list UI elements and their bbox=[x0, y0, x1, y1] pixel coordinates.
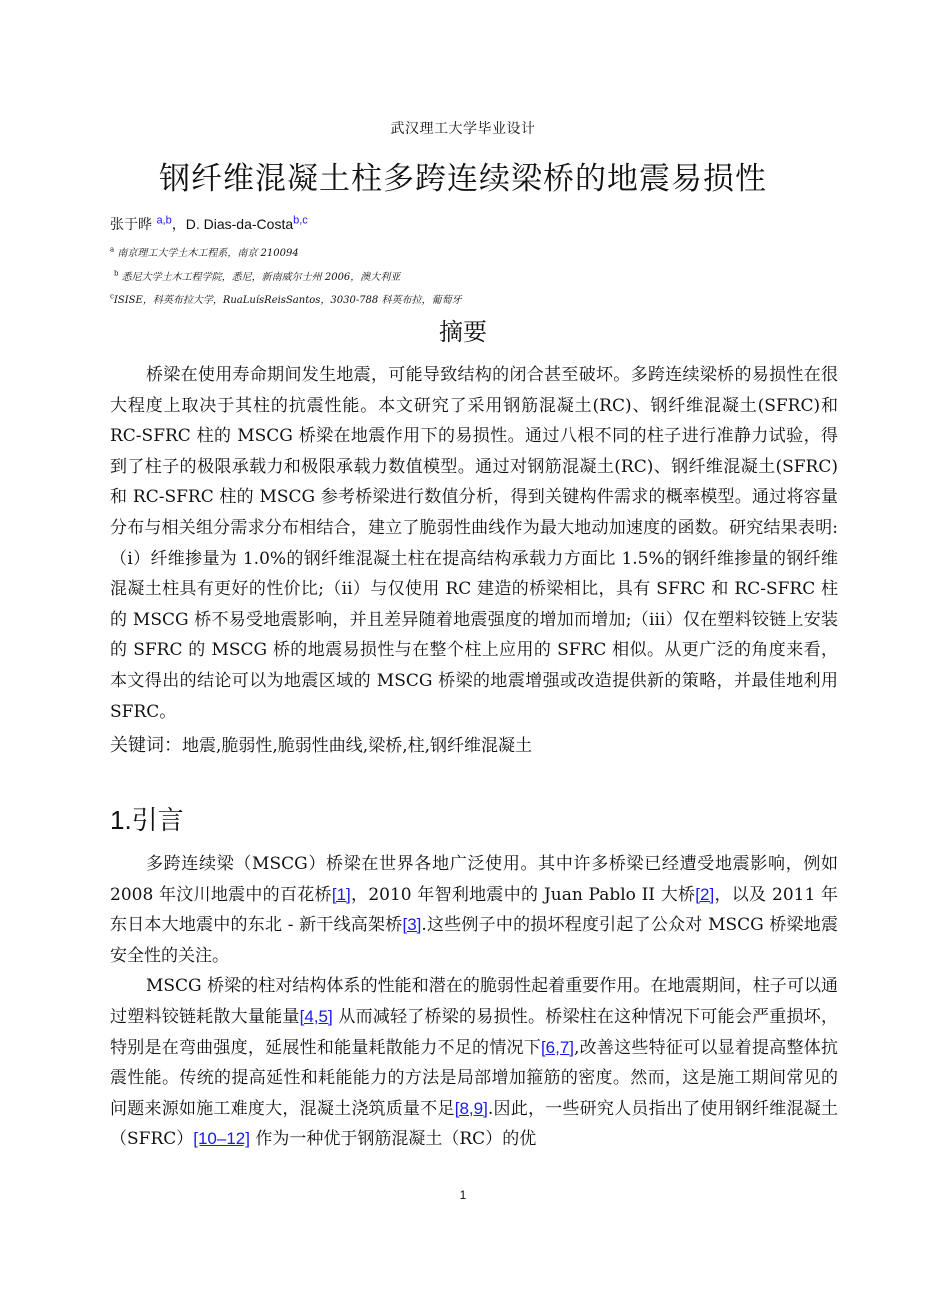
abstract-body: 桥梁在使用寿命期间发生地震，可能导致结构的闭合甚至破坏。多跨连续梁桥的易损性在很大程度上取决于其柱的抗震性能。本文研究了采用钢筋混凝土(RC)、钢纤维混凝土(SFRC)和 RC-SFRC 柱的 MSCG 桥梁在地震作用下的易损性。通过八根不同的柱子进行准静力试验，得到了柱子的极限承载力和极限承载力数值模型。通过对钢筋混凝土(RC)、钢纤维混凝土(SFRC)和 RC-SFRC 柱的 MSCG 参考桥梁进行数值分析，得到关键构件需求的概率模型。通过将容量分布与相关组分需求分布相结合，建立了脆弱性曲线作为最大地动加速度的函数。研究结果表明:（i）纤维掺量为 1.0%的钢纤维混凝土柱在提高结构承载力方面比 1.5%的钢纤维掺量的钢纤维混凝土柱具有更好的性价比;（ii）与仅使用 RC 建造的桥梁相比，具有 SFRC 和 RC-SFRC 柱的 MSCG 桥不易受地震影响，并且差异随着地震强度的增加而增加;（iii）仅在塑料铰链上安装的 SFRC 的 MSCG 桥的地震易损性与在整个柱上应用的 SFRC 相似。从更广泛的角度来看，本文得出的结论可以为地震区域的 MSCG 桥梁的地震增强或改造提供新的策略，并最佳地利用 SFRC。 bbox=[110, 365, 838, 722]
page-number: 1 bbox=[459, 1188, 467, 1202]
citation-link[interactable]: [4,5] bbox=[299, 1006, 333, 1026]
affiliation-a: $^a$ 南京理工大学土木工程系，南京 210094 bbox=[110, 245, 299, 259]
citation-link[interactable]: [8,9] bbox=[454, 1098, 488, 1118]
author-separator: ， bbox=[171, 217, 186, 233]
citation-link[interactable]: [2] bbox=[695, 884, 715, 904]
citation-link[interactable]: [3] bbox=[402, 915, 422, 935]
citation-link[interactable]: [6,7] bbox=[540, 1037, 575, 1057]
section-heading-introduction: 1.引言 bbox=[110, 805, 184, 835]
author-name: D. Dias-da-Costa bbox=[185, 216, 294, 232]
abstract-heading: 摘要 bbox=[439, 318, 487, 346]
introduction-body bbox=[110, 849, 838, 1155]
author-affiliation-mark: a,b bbox=[156, 214, 172, 227]
paper-title: 钢纤维混凝土柱多跨连续梁桥的地震易损性 bbox=[159, 161, 767, 197]
running-header: 武汉理工大学毕业设计 bbox=[390, 121, 536, 137]
citation-link[interactable]: [1] bbox=[331, 884, 351, 904]
keywords-line bbox=[110, 731, 838, 761]
keywords-label: 关键词： bbox=[110, 735, 182, 756]
affiliation-b: $^b$ 悉尼大学土木工程学院，悉尼，新南威尔士州 2006，澳大利亚 bbox=[114, 269, 401, 283]
keywords-text: 地震,脆弱性,脆弱性曲线,梁桥,柱,钢纤维混凝土 bbox=[182, 736, 533, 756]
intro-paragraph-1: 多跨连续梁（MSCG）桥梁在世界各地广泛使用。其中许多桥梁已经遭受地震影响，例如 2008 年汶川地震中的百花桥[1]，2010 年智利地震中的 Juan Pablo II 大桥[2]，以及 2011 年东日本大地震中的东北 - 新干线高架桥[3].这些例子中的损坏程度引起了公众对 MSCG 桥梁地震安全性的关注。 bbox=[110, 854, 838, 966]
citation-link[interactable]: [10–12] bbox=[193, 1129, 250, 1149]
intro-paragraph-2: MSCG 桥梁的柱对结构体系的性能和潜在的脆弱性起着重要作用。在地震期间，柱子可以通过塑料铰链耗散大量能量[4,5] 从而减轻了桥梁的易损性。桥梁柱在这种情况下可能会严重损坏，特别是在弯曲强度，延展性和能量耗散能力不足的情况下[6,7],改善这些特征可以显着提高整体抗震性能。传统的提高延性和耗能能力的方法是局部增加箍筋的密度。然而，这是施工期间常见的问题来源如施工难度大，混凝土浇筑质量不足[8,9].因此，一些研究人员指出了使用钢纤维混凝土（SFRC）[10–12] 作为一种优于钢筋混凝土（RC）的优 bbox=[110, 976, 839, 1150]
author-name: 张于晔 bbox=[110, 217, 152, 233]
affiliation-c: $^c$ISISE，科英布拉大学，RuaLuísReisSantos，3030-788 科英布拉，葡萄牙 bbox=[110, 292, 462, 306]
author-line bbox=[110, 214, 308, 234]
author-affiliation-mark: b,c bbox=[293, 214, 308, 227]
